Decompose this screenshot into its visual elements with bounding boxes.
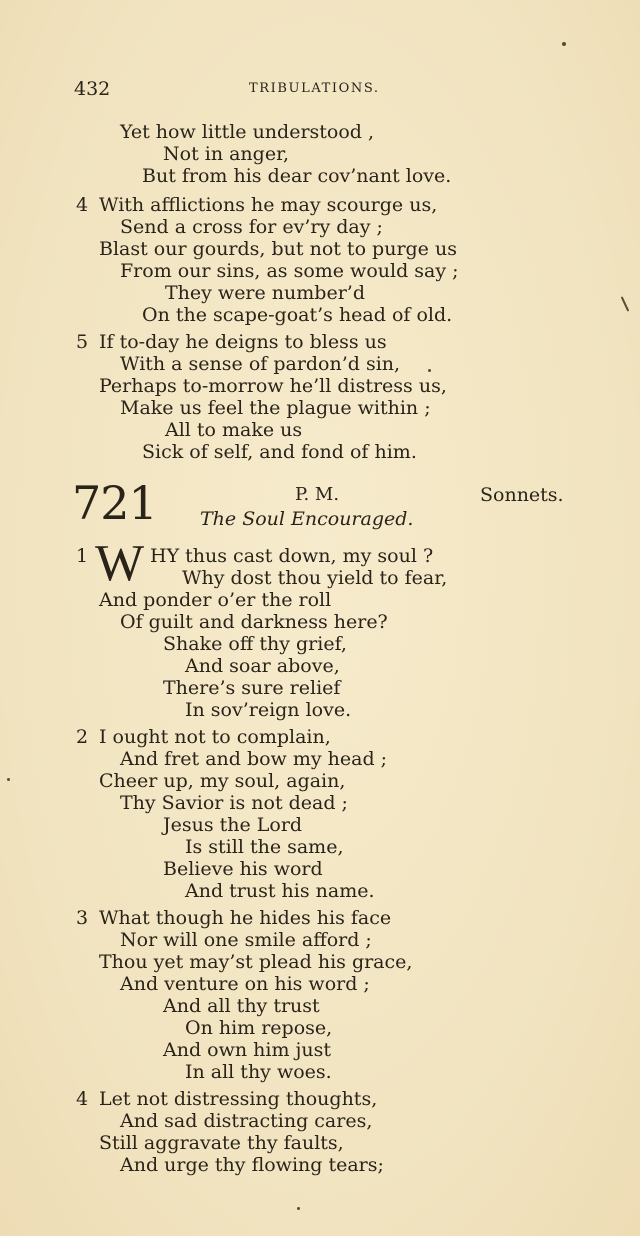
verse-line: And trust his name. (185, 880, 375, 902)
verse-line: Thy Savior is not dead ; (120, 792, 348, 814)
verse-line: And own him just (163, 1039, 332, 1061)
verse-line: Not in anger, (163, 143, 290, 165)
verse-line: Perhaps to-morrow he’ll distress us, (99, 375, 447, 397)
ink-speck (7, 778, 10, 781)
verse-line: Yet how little understood , (120, 121, 375, 143)
drop-cap: W (95, 535, 145, 592)
verse-line: Is still the same, (185, 836, 344, 858)
verse-line: In all thy woes. (185, 1061, 332, 1083)
stanza-number: 1 (76, 545, 89, 567)
verse-line: Still aggravate thy faults, (99, 1132, 344, 1154)
verse-line: And sad distracting cares, (120, 1110, 373, 1132)
verse-line: And fret and bow my head ; (120, 748, 388, 770)
verse-line: With a sense of pardon’d sin, (120, 353, 401, 375)
verse-line: Blast our gourds, but not to purge us (99, 238, 457, 260)
verse-line: I ought not to complain, (99, 726, 331, 748)
page-number: 432 (74, 78, 111, 100)
verse-line: Jesus the Lord (163, 814, 303, 836)
verse-line: Nor will one smile afford ; (120, 929, 372, 951)
ink-speck (297, 1207, 300, 1210)
verse-line: On him repose, (185, 1017, 333, 1039)
verse-line: And all thy trust (163, 995, 320, 1017)
verse-line: Of guilt and darkness here? (120, 611, 388, 633)
verse-line: From our sins, as some would say ; (120, 260, 459, 282)
verse-line: If to-day he deigns to bless us (99, 331, 387, 353)
stanza-number: 4 (76, 1088, 89, 1110)
stanza-number: 2 (76, 726, 89, 748)
verse-line: But from his dear cov’nant love. (142, 165, 452, 187)
verse-line: All to make us (165, 419, 303, 441)
verse-line: Cheer up, my soul, again, (99, 770, 346, 792)
hymn-title: The Soul Encouraged. (200, 508, 414, 530)
verse-line: HY thus cast down, my soul ? (150, 545, 434, 567)
verse-line: They were number’d (165, 282, 365, 304)
verse-line: Thou yet may’st plead his grace, (99, 951, 413, 973)
verse-line: In sov’reign love. (185, 699, 352, 721)
hymn-meter: P. M. (295, 484, 340, 505)
hymn-number: 721 (72, 476, 157, 530)
page-header (74, 78, 404, 104)
verse-line: Let not distressing thoughts, (99, 1088, 378, 1110)
verse-line: And soar above, (185, 655, 340, 677)
verse-line: And urge thy flowing tears; (120, 1154, 384, 1176)
verse-line: Send a cross for ev’ry day ; (120, 216, 383, 238)
ink-mark (621, 296, 630, 311)
verse-line: Shake off thy grief, (163, 633, 347, 655)
verse-line: And venture on his word ; (120, 973, 370, 995)
stanza-number: 4 (76, 194, 89, 216)
verse-line: What though he hides his face (99, 907, 392, 929)
stanza-number: 5 (76, 331, 89, 353)
verse-line: Why dost thou yield to fear, (182, 567, 448, 589)
verse-line: There’s sure relief (163, 677, 341, 699)
running-head: TRIBULATIONS. (249, 81, 380, 96)
verse-line: Sick of self, and fond of him. (142, 441, 417, 463)
verse-line: And ponder o’er the roll (99, 589, 332, 611)
verse-line: On the scape-goat’s head of old. (142, 304, 453, 326)
ink-speck (562, 42, 566, 46)
verse-line: Believe his word (163, 858, 323, 880)
ink-speck (428, 369, 431, 372)
hymn-tune: Sonnets. (480, 484, 564, 506)
stanza-number: 3 (76, 907, 89, 929)
verse-line: With afflictions he may scourge us, (99, 194, 438, 216)
verse-line: Make us feel the plague within ; (120, 397, 431, 419)
